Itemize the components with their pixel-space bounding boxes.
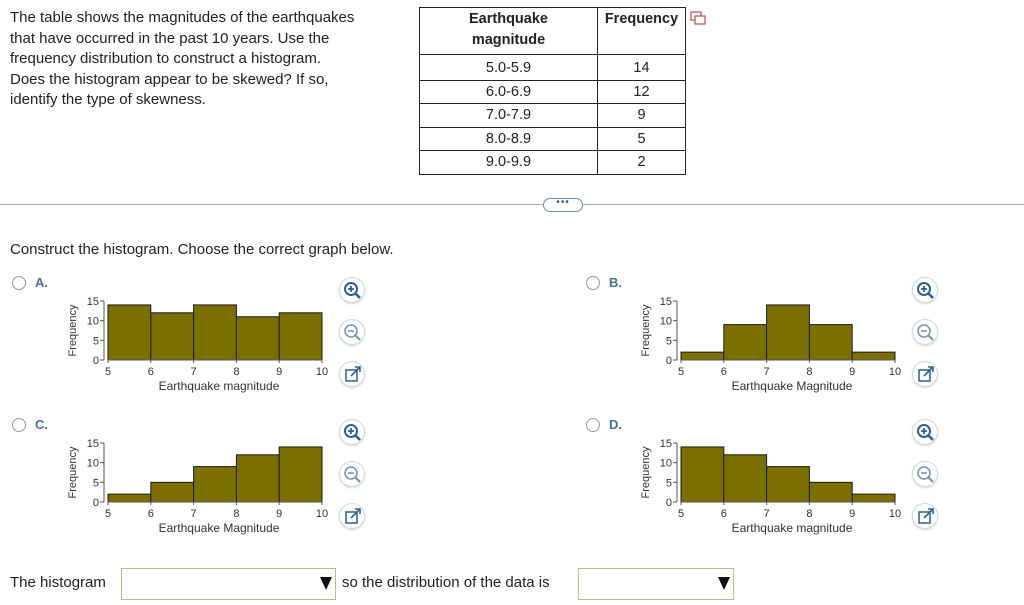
y-tick-label: 5: [92, 335, 99, 348]
radio-option-d[interactable]: [586, 418, 600, 432]
zoom-in-icon[interactable]: [339, 419, 365, 445]
histogram-bar: [852, 494, 895, 502]
histogram-bar: [279, 447, 322, 502]
histogram-bar: [151, 482, 194, 502]
cell-frequency: 5: [598, 127, 686, 151]
option-a-label: A.: [35, 275, 48, 290]
y-tick-label: 5: [665, 477, 672, 490]
x-tick-label: 10: [315, 508, 329, 520]
histogram-bar: [194, 305, 237, 360]
x-tick-label: 7: [763, 366, 770, 378]
x-tick-label: 6: [147, 508, 154, 520]
x-tick-label: 9: [849, 366, 856, 378]
cell-frequency: 9: [598, 104, 686, 128]
cell-range: 6.0-6.9: [420, 80, 598, 104]
histogram-option-b: [633, 285, 963, 415]
x-tick-label: 8: [806, 508, 813, 520]
prompt-text: Construct the histogram. Choose the correct graph below.: [10, 241, 394, 258]
x-tick-label: 6: [720, 366, 727, 378]
radio-option-c[interactable]: [12, 418, 26, 432]
chevron-down-icon[interactable]: [715, 569, 733, 599]
y-tick-label: 0: [92, 355, 99, 367]
header-line: magnitude: [471, 32, 546, 48]
histogram-bar: [724, 455, 767, 502]
x-tick-label: 5: [104, 366, 112, 378]
x-axis-label: Earthquake Magnitude: [158, 521, 280, 535]
histogram-answer-select[interactable]: [121, 568, 336, 600]
popout-icon[interactable]: [912, 361, 938, 387]
y-tick-label: 5: [92, 477, 99, 490]
question-line: frequency distribution to construct a histogram.: [10, 50, 321, 67]
histogram-bar: [236, 317, 279, 360]
y-tick-label: 0: [665, 497, 672, 509]
y-axis-label: Frequency: [67, 304, 79, 357]
y-tick-label: 15: [86, 296, 99, 308]
histogram-bar: [279, 313, 322, 360]
x-tick-label: 8: [233, 508, 240, 520]
question-line: Does the histogram appear to be skewed? If so,: [10, 70, 329, 88]
table-row: [420, 104, 686, 128]
zoom-out-icon[interactable]: [339, 461, 365, 487]
x-tick-label: 10: [888, 508, 902, 520]
radio-option-a[interactable]: [12, 276, 26, 290]
x-tick-label: 9: [276, 508, 283, 520]
zoom-out-icon[interactable]: [912, 461, 938, 487]
chevron-down-icon[interactable]: [317, 569, 335, 599]
zoom-in-icon[interactable]: [912, 277, 938, 303]
x-tick-label: 7: [190, 508, 197, 520]
y-tick-label: 15: [659, 438, 672, 450]
x-tick-label: 10: [888, 366, 902, 378]
question-line: identify the type of skewness.: [10, 91, 206, 108]
question-text: [10, 8, 410, 111]
y-tick-label: 15: [86, 438, 99, 450]
histogram-bar: [852, 352, 895, 360]
y-axis-label: Frequency: [67, 446, 79, 499]
histogram-option-a: [60, 285, 390, 415]
x-tick-label: 9: [276, 366, 283, 378]
histogram-option-d: [633, 427, 963, 557]
histogram-bar: [194, 467, 237, 502]
x-axis-label: Earthquake Magnitude: [731, 379, 853, 393]
x-tick-label: 5: [677, 366, 685, 378]
question-line: The table shows the magnitudes of the earthquakes: [10, 9, 355, 26]
histogram-option-c: [60, 427, 390, 557]
y-tick-label: 10: [86, 315, 99, 328]
histogram-bar: [724, 325, 767, 360]
cell-range: 8.0-8.9: [420, 127, 598, 151]
x-tick-label: 9: [849, 508, 856, 520]
histogram-bar: [108, 305, 151, 360]
section-divider: [0, 204, 1024, 205]
distribution-answer-select[interactable]: [578, 568, 734, 600]
x-axis-label: Earthquake magnitude: [731, 521, 853, 535]
histogram-bar: [108, 494, 151, 502]
y-tick-label: 5: [665, 335, 672, 348]
x-tick-label: 7: [190, 366, 197, 378]
cell-frequency: 14: [598, 55, 686, 81]
zoom-out-icon[interactable]: [912, 319, 938, 345]
popout-icon[interactable]: [339, 503, 365, 529]
zoom-out-icon[interactable]: [339, 319, 365, 345]
zoom-in-icon[interactable]: [339, 277, 365, 303]
popout-icon[interactable]: [912, 503, 938, 529]
y-tick-label: 10: [86, 457, 99, 470]
y-tick-label: 0: [665, 355, 672, 367]
histogram-bar: [151, 313, 194, 360]
x-tick-label: 10: [315, 366, 329, 378]
cell-range: 9.0-9.9: [420, 151, 598, 175]
cell-range: 5.0-5.9: [420, 55, 598, 81]
frequency-table: [419, 7, 686, 175]
y-tick-label: 10: [659, 457, 672, 470]
x-tick-label: 6: [720, 508, 727, 520]
x-tick-label: 5: [104, 508, 112, 520]
answer-middle: so the distribution of the data is: [342, 574, 550, 591]
y-tick-label: 15: [659, 296, 672, 308]
cell-frequency: 2: [598, 151, 686, 175]
histogram-bar: [236, 455, 279, 502]
table-row: [420, 55, 686, 81]
radio-option-b[interactable]: [586, 276, 600, 290]
histogram-bar: [767, 467, 810, 502]
histogram-bar: [767, 305, 810, 360]
x-tick-label: 6: [147, 366, 154, 378]
cell-frequency: 12: [598, 80, 686, 104]
option-c-label: C.: [35, 417, 48, 432]
histogram-bar: [809, 482, 852, 502]
more-button[interactable]: •••: [543, 198, 583, 212]
table-row: [420, 151, 686, 175]
x-tick-label: 8: [806, 366, 813, 378]
table-row: [420, 80, 686, 104]
x-tick-label: 8: [233, 366, 240, 378]
table-row: [420, 127, 686, 151]
x-axis-label: Earthquake magnitude: [158, 379, 280, 393]
y-axis-label: Frequency: [640, 304, 652, 357]
cell-range: 7.0-7.9: [420, 104, 598, 128]
question-line: that have occurred in the past 10 years. Use the: [10, 29, 330, 47]
y-axis-label: Frequency: [640, 446, 652, 499]
answer-prefix: The histogram: [10, 574, 106, 591]
y-tick-label: 0: [92, 497, 99, 509]
histogram-bar: [681, 447, 724, 502]
column-header-magnitude: [420, 8, 598, 55]
popout-icon[interactable]: [339, 361, 365, 387]
x-tick-label: 5: [677, 508, 685, 520]
table-header-row: [420, 8, 686, 55]
y-tick-label: 10: [659, 315, 672, 328]
option-b-label: B.: [609, 275, 622, 290]
histogram-bar: [809, 325, 852, 360]
column-header-frequency: Frequency: [598, 8, 686, 55]
histogram-bar: [681, 352, 724, 360]
x-tick-label: 7: [763, 508, 770, 520]
header-line: Earthquake: [469, 11, 548, 27]
option-d-label: D.: [609, 417, 622, 432]
zoom-in-icon[interactable]: [912, 419, 938, 445]
copy-table-icon[interactable]: [690, 10, 706, 26]
